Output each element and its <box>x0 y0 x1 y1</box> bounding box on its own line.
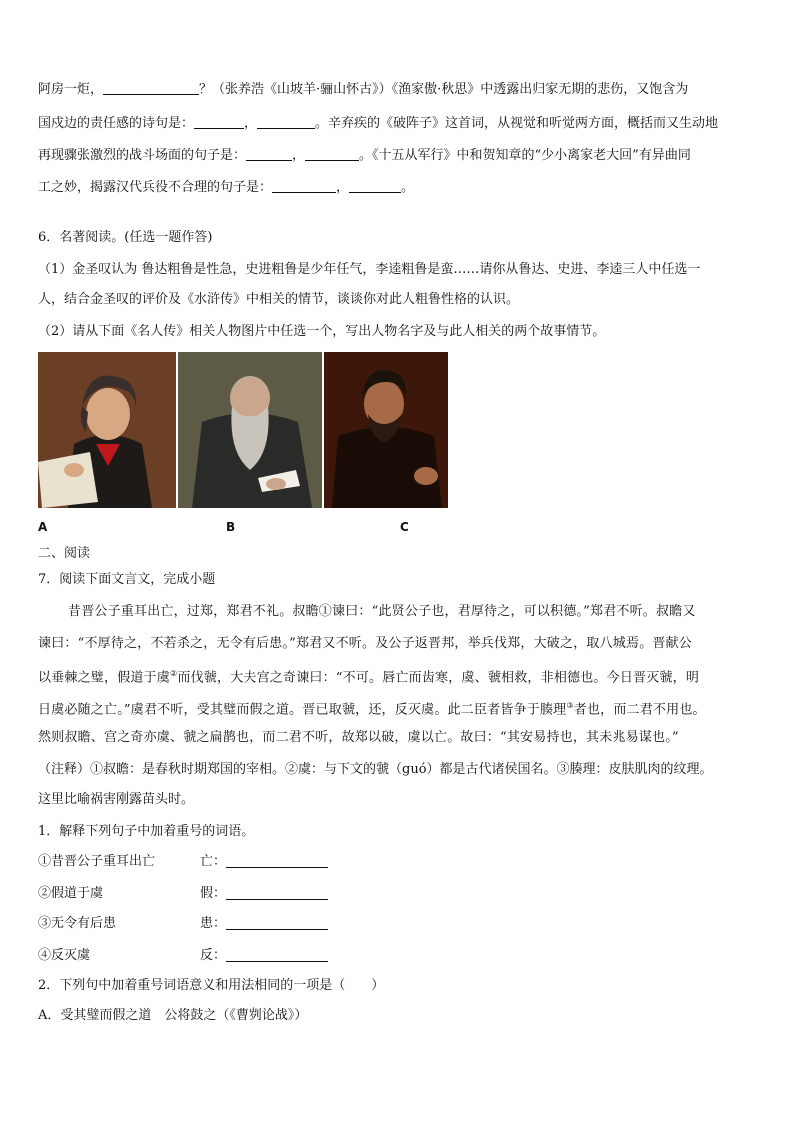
annotation-line-2: 这里比喻祸害刚露苗头时。 <box>38 792 195 807</box>
subquestion-1: 1．解释下列句子中加着重号的词语。 <box>38 824 255 839</box>
footnote-marker: ③ <box>566 701 574 710</box>
answer-blank[interactable] <box>349 178 401 193</box>
vocab-key: 反： <box>200 948 227 963</box>
vocab-key: 亡： <box>200 854 227 869</box>
vocab-key: 患： <box>200 916 227 931</box>
text-segment: 。辛弃疾的《破阵子》这首词，从视觉和听觉两方面，概括而又生动地 <box>315 116 719 131</box>
poetry-line-4 <box>38 178 760 198</box>
portrait-tolstoy-icon <box>178 352 322 508</box>
passage-line-2: 谏曰：“不厚待之，不若杀之，无令有后患。”郑君又不听。及公子返晋邦，举兵伐郑，大破之，取八城焉。晋献公 <box>38 636 692 651</box>
image-label-a: A <box>38 520 48 534</box>
vocab-sentence: ①昔晋公子重耳出亡 <box>38 854 156 869</box>
text-segment: 。 <box>401 180 415 195</box>
question-6-part1-line2: 人，结合金圣叹的评价及《水浒传》中相关的情节，谈谈你对此人粗鲁性格的认识。 <box>38 292 520 307</box>
image-label-b: B <box>226 520 236 534</box>
vocab-row <box>38 946 328 966</box>
text-segment: 以垂棘之璧，假道于虞 <box>38 670 171 686</box>
passage-line-5: 然则叔瞻、宫之奇亦虞、虢之扁鹊也，而二君不听，故郑以破，虞以亡。故曰：“其安易持也，其未兆易谋也。” <box>38 730 679 745</box>
text-segment: 阿房一炬， <box>38 82 104 97</box>
vocab-row <box>38 884 328 904</box>
portrait-michelangelo-icon <box>324 352 448 508</box>
question-6-part1-line1: （1）金圣叹认为 鲁达粗鲁是性急，史进粗鲁是少年任气，李逵粗鲁是蛮……请你从鲁达、史进、李逵三人中任选一 <box>38 262 701 277</box>
vocab-sentence: ②假道于虞 <box>38 886 104 901</box>
text-segment: 日虞必随之亡。”虞君不听，受其璧而假之道。晋已取虢，还，反灭虞。此二臣者皆争于腠理 <box>38 702 567 718</box>
passage-line-1: 昔晋公子重耳出亡，过郑，郑君不礼。叔瞻①谏曰：“此贤公子也，君厚待之，可以积德。”郑君不听。叔瞻又 <box>68 604 696 619</box>
poetry-line-1 <box>38 80 760 100</box>
text-segment: ？（张养浩《山坡羊·骊山怀古》）《渔家傲·秋思》中透露出归家无期的悲伤，又饱含为 <box>199 82 689 97</box>
poetry-line-3 <box>38 146 760 166</box>
option-a[interactable]: A．受其璧而假之道 公将鼓之（《曹刿论战》） <box>38 1008 308 1023</box>
question-6-title: 6．名著阅读。(任选一题作答) <box>38 230 213 245</box>
answer-blank[interactable] <box>103 80 199 95</box>
question-7-title: 7．阅读下面文言文，完成小题 <box>38 572 216 587</box>
image-label-c: C <box>400 520 409 534</box>
text-segment: 国戍边的责任感的诗句是： <box>38 116 195 131</box>
text-segment: 工之妙，揭露汉代兵役不合理的句子是： <box>38 180 273 195</box>
portrait-b-image <box>178 352 322 508</box>
text-segment: ， <box>292 148 306 163</box>
subquestion-2: 2．下列句中加着重号词语意义和用法相同的一项是（ ） <box>38 978 385 993</box>
portrait-beethoven-icon <box>38 352 176 508</box>
passage-line-3 <box>38 664 760 688</box>
answer-blank[interactable] <box>226 947 328 962</box>
answer-blank[interactable] <box>226 853 328 868</box>
annotation-line-1: （注释）①叔瞻：是春秋时期郑国的宰相。②虞：与下文的虢（guó）都是古代诸侯国名。③腠理：皮肤肌肉的纹理。 <box>38 762 713 777</box>
text-segment: 而伐虢，大夫宫之奇谏曰：“不可。唇亡而齿寒，虞、虢相救，非相德也。今日晋灭虢，明 <box>177 670 700 686</box>
text-segment: 。《十五从军行》中和贺知章的“少小离家老大回”有异曲同 <box>359 148 691 163</box>
question-6-part2: （2）请从下面《名人传》相关人物图片中任选一个，写出人物名字及与此人相关的两个故事情节。 <box>38 324 606 339</box>
poetry-line-2 <box>38 114 760 134</box>
answer-blank[interactable] <box>305 146 359 161</box>
answer-blank[interactable] <box>194 114 244 129</box>
text-segment: 者也，而二君不用也。 <box>573 702 706 718</box>
answer-blank[interactable] <box>226 885 328 900</box>
portrait-c-image <box>324 352 448 508</box>
vocab-sentence: ④反灭虞 <box>38 948 91 963</box>
footnote-marker: ② <box>170 669 178 678</box>
vocab-row <box>38 852 328 872</box>
answer-blank[interactable] <box>226 915 328 930</box>
vocab-row <box>38 914 328 934</box>
section-heading: 二、阅读 <box>38 546 91 561</box>
answer-blank[interactable] <box>257 114 315 129</box>
text-segment: ， <box>244 116 258 131</box>
text-segment: ， <box>336 180 350 195</box>
vocab-key: 假： <box>200 886 227 901</box>
vocab-sentence: ③无令有后患 <box>38 916 117 931</box>
answer-blank[interactable] <box>246 146 292 161</box>
portrait-a-image <box>38 352 176 508</box>
text-segment: 再现骤张激烈的战斗场面的句子是： <box>38 148 247 163</box>
passage-line-4 <box>38 696 760 720</box>
answer-blank[interactable] <box>272 178 336 193</box>
